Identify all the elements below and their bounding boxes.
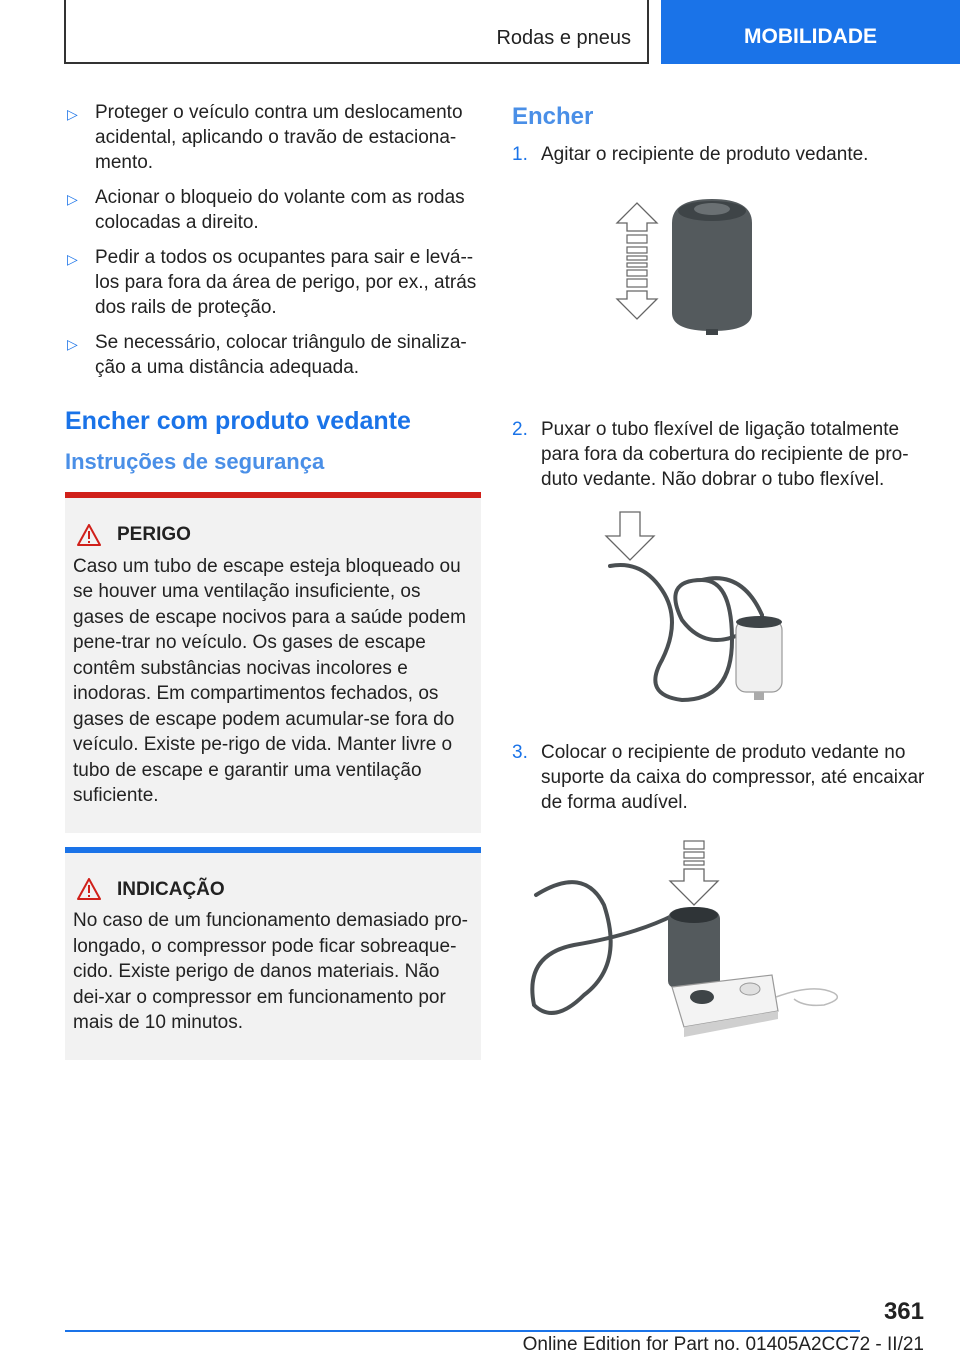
warning-triangle-icon: [77, 878, 101, 900]
triangle-bullet-icon: ▷: [67, 336, 78, 352]
list-item: ▷ Proteger o veículo contra um deslocamento acidental, aplicando o travão de estaciona-mento.: [67, 102, 463, 173]
warning-triangle-icon: [77, 524, 101, 546]
encher-title: Encher: [512, 103, 594, 130]
danger-box: [65, 492, 481, 833]
header-chapter-tab: MOBILIDADE: [661, 0, 960, 64]
step-text: Agitar o recipiente de produto vedante.: [541, 144, 869, 165]
list-item: ▷ Acionar o bloqueio do volante com as rodas colocadas a direito.: [67, 187, 465, 233]
right-column: [512, 100, 932, 1055]
step-item: [512, 417, 932, 492]
subsection-title: Instruções de segurança: [65, 449, 325, 474]
step-item: [512, 142, 932, 167]
triangle-bullet-icon: ▷: [67, 106, 78, 122]
list-item: ▷ Se necessário, colocar triângulo de sinaliza-ção a uma distância adequada.: [67, 332, 467, 378]
step-number: 1.: [512, 144, 528, 165]
step-text: Colocar o recipiente de produto vedante no suporte da caixa do compressor, até encaixar de forma audível.: [541, 742, 925, 813]
header-section-box: [64, 0, 649, 64]
step-item: [512, 740, 932, 815]
triangle-bullet-icon: ▷: [67, 251, 78, 267]
step-number: 2.: [512, 419, 528, 440]
step-number: 3.: [512, 742, 528, 763]
notice-text: No caso de um funcionamento demasiado pro-longado, o compressor pode ficar sobreaque-cido. Existe perigo de danos materiais. Não dei-xar o compressor em funcionamento por mais de 10 minutos.: [73, 910, 469, 1033]
section-title: Encher com produto vedante: [65, 407, 411, 435]
footer-divider: [65, 1330, 860, 1332]
header-section-title: Rodas e pneus: [496, 27, 631, 49]
list-item: ▷ Pedir a todos os ocupantes para sair e levá--los para fora da área de perigo, por ex., atrás dos rails de proteção.: [67, 247, 477, 318]
notice-box: [65, 847, 481, 1060]
danger-title: PERIGO: [117, 524, 191, 545]
container-compressor-illustration: [524, 835, 854, 1055]
left-column: [65, 100, 481, 1060]
danger-text: Caso um tubo de escape esteja bloqueado ou se houver uma ventilação insuficiente, os gases de escape nocivos para a saúde podem pene-trar no veículo. Os gases de escape contêm substâncias nocivas incolores e inodoras. Em compartimentos fechados, os gases de escape podem acumular-se fora do veículo. Existe pe-rigo de vida. Manter livre o tubo de escape e garantir uma ventilação suficiente.: [73, 555, 466, 806]
notice-title: INDICAÇÃO: [117, 878, 225, 900]
shake-container-illustration: [602, 193, 842, 393]
step-text: Puxar o tubo flexível de ligação totalmente para fora da cobertura do recipiente de pro-duto vedante. Não dobrar o tubo flexível.: [541, 419, 909, 490]
edition-note: Online Edition for Part no. 01405A2CC72 - II/21: [522, 1334, 924, 1355]
triangle-bullet-icon: ▷: [67, 191, 78, 207]
page-number: 361: [883, 1298, 924, 1325]
hose-container-illustration: [602, 510, 882, 720]
